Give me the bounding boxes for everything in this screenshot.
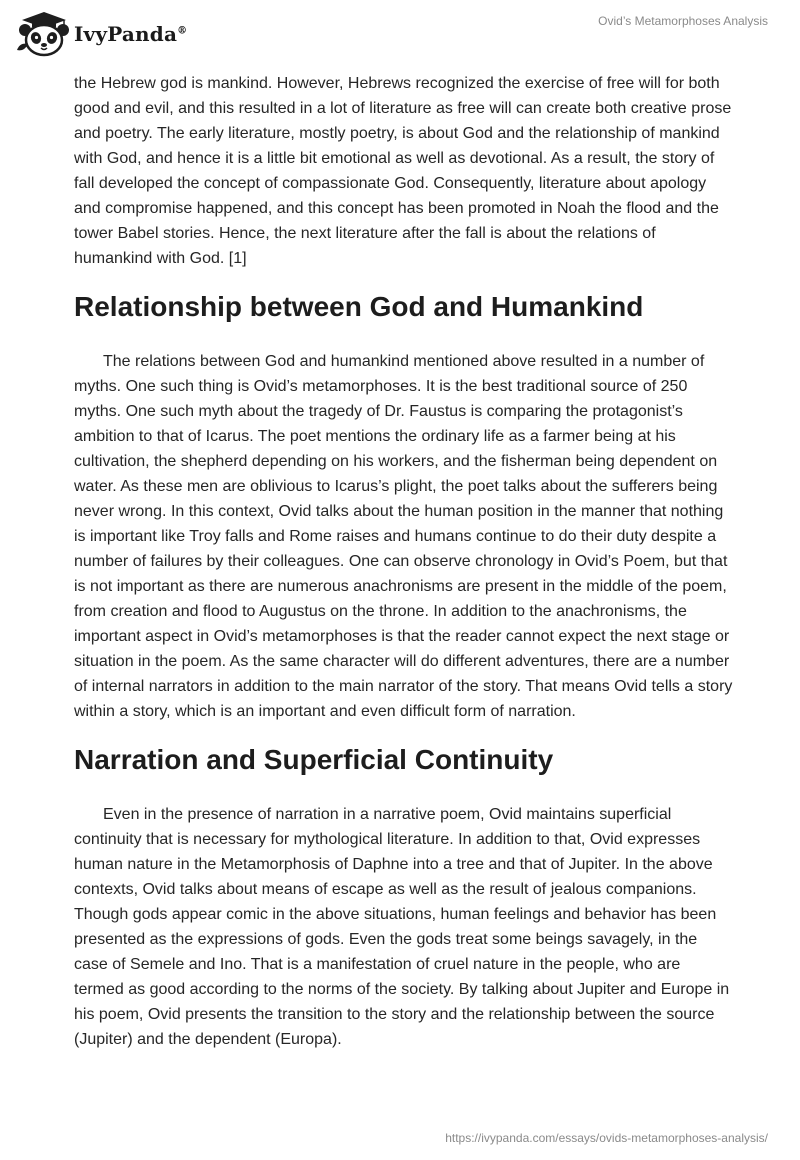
page-header xyxy=(0,0,800,70)
brand-name: IvyPanda® xyxy=(74,22,188,46)
section-heading-relationship: Relationship between God and Humankind xyxy=(74,291,644,322)
source-url[interactable]: https://ivypanda.com/essays/ovids-metamorphoses-analysis/ xyxy=(445,1131,768,1145)
registered-mark: ® xyxy=(177,25,188,37)
section-paragraph-relationship: The relations between God and humankind mentioned above resulted in a number of myths. One such thing is Ovid’s metamorphoses. It is the best traditional source of 250 myths. One such myth about the tragedy of Dr. Faustus is comparing the protagonist’s ambition to that of Icarus. The poet mentions the ordinary life as a farmer being at his cultivation, the shepherd depending on his workers, and the fisherman being dependent on water. As these men are oblivious to Icarus’s plight, the poet talks about the sufferers being never wrong. In this context, Ovid talks about the human position in the manner that nothing is important like Troy falls and Rome raises and humans continue to do their duty despite a number of failures by their colleagues. One can observe chronology in Ovid’s Poem, but that is not important as there are numerous anachronisms are present in the middle of the poem, from creation and flood to Augustus on the throne. In addition to the anachronisms, the important aspect in Ovid’s metamorphoses is that the reader cannot expect the next stage or situation in the poem. As the same character will do different adventures, there are a number of internal narrators in addition to the main narrator of the story. That means Ovid tells a story within a story, which is an important and even difficult form of narration. xyxy=(74,353,733,720)
essay-body xyxy=(74,71,734,1052)
document-title: Ovid’s Metamorphoses Analysis xyxy=(598,14,768,28)
section-paragraph-narration: Even in the presence of narration in a narrative poem, Ovid maintains superficial continuity that is necessary for mythological literature. In addition to that, Ovid expresses human nature in the Metamorphosis of Daphne into a tree and that of Jupiter. In the above contexts, Ovid talks about means of escape as well as the result of jealous companions. Though gods appear comic in the above situations, human feelings and behavior has been presented as the expressions of gods. Even the gods treat some beings savagely, in the case of Semele and Ino. That is a manifestation of cruel nature in the people, who are termed as good according to the norms of the society. By talking about Jupiter and Europe in his poem, Ovid presents the transition to the story and the relationship between the source (Jupiter) and the dependent (Europa). xyxy=(74,806,730,1048)
ivypanda-logo[interactable] xyxy=(14,10,187,58)
panda-graduate-icon xyxy=(14,10,70,58)
section-heading-narration: Narration and Superficial Continuity xyxy=(74,744,554,775)
intro-paragraph: the Hebrew god is mankind. However, Hebrews recognized the exercise of free will for both good and evil, and this resulted in a lot of literature as free will can create both creative prose and poetry. The early literature, mostly poetry, is about God and the relationship of mankind with God, and hence it is a little bit emotional as well as devotional. As a result, the story of fall developed the concept of compassionate God. Consequently, literature about apology and compromise happened, and this concept has been promoted in Noah the flood and the tower Babel stories. Hence, the next literature after the fall is about the relations of humankind with God. [1] xyxy=(74,75,732,267)
